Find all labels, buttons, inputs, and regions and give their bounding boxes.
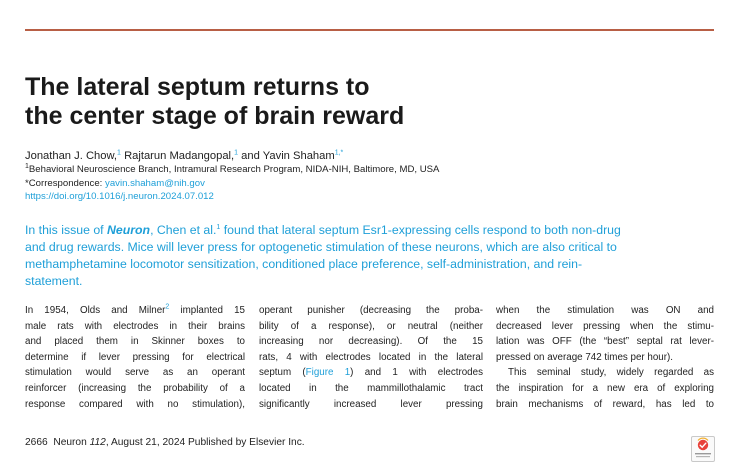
- col3-line-7: brain mechanisms of reward, has led to: [496, 398, 714, 410]
- affiliation: [25, 164, 439, 176]
- col3-line-2: decreased lever pressing when the stimu-: [496, 320, 714, 332]
- col1-line-6: reinforcer (increasing the probability of a: [25, 382, 245, 394]
- check-for-updates-badge[interactable]: [691, 436, 715, 462]
- col2-line-4: rats, 4 with electrodes located in the lateral: [259, 351, 483, 363]
- col3-line-5: This seminal study, widely regarded as: [508, 367, 714, 379]
- col1-line-1-b: implanted 15: [169, 305, 245, 316]
- col3-line-1: when the stimulation was ON and: [496, 305, 714, 316]
- correspondence-email-link[interactable]: yavin.shaham@nih.gov: [105, 178, 205, 189]
- col2-line-6: located in the mammillothalamic tract: [259, 382, 483, 394]
- page-footer: [25, 436, 305, 449]
- author-1: Jonathan J. Chow,: [25, 150, 118, 162]
- page-number: 2666: [25, 437, 48, 448]
- check-for-updates-icon: [692, 437, 714, 461]
- col1-line-1-a: In 1954, Olds and Milner: [25, 305, 166, 316]
- col1-line-2: male rats with electrodes in their brains: [25, 320, 245, 332]
- col1-line-1: [25, 303, 245, 319]
- col2-line-2: bility of a response), or neutral (neither: [259, 320, 483, 332]
- header-rule: [25, 29, 714, 31]
- title-line-1: The lateral septum returns to: [25, 73, 370, 101]
- abstract-line-1: found that lateral septum Esr1-expressing cells respond to both non-drug: [220, 223, 621, 237]
- author-3: and Yavin Shaham: [241, 150, 335, 162]
- author-3-affiliation: 1,*: [334, 149, 344, 157]
- body-column-2: [259, 303, 483, 412]
- col3-line-6: the inspiration for a new era of exploring: [496, 382, 714, 394]
- abstract-mid: , Chen et al.: [150, 223, 217, 237]
- ref-2[interactable]: 2: [165, 303, 170, 311]
- col1-line-5: stimulation would serve as an operant: [25, 367, 245, 379]
- abstract: [25, 222, 715, 290]
- author-list: [25, 149, 343, 163]
- col2-line-5-a: septum (: [259, 367, 306, 379]
- abstract-ref: 1: [216, 223, 221, 231]
- col1-line-4: determine if lever pressing for electrical: [25, 351, 245, 363]
- col2-line-7: significantly increased lever pressing: [259, 398, 483, 410]
- abstract-line-3: methamphetamine locomotor sensitization, conditioned place preference, self-administration, and rein-: [25, 257, 583, 271]
- footer-rest: , August 21, 2024 Published by Elsevier Inc.: [105, 437, 305, 448]
- abstract-line-4: statement.: [25, 274, 83, 288]
- figure-1-link[interactable]: Figure 1: [305, 367, 351, 379]
- body-column-3: [496, 303, 714, 412]
- col2-line-3: increasing nor decreasing). Of the 15: [259, 336, 483, 348]
- col3-line-3: lation was OFF (the “best” septal rat lever-: [496, 336, 714, 348]
- article-title: [25, 73, 625, 131]
- author-2-affiliation: 1: [234, 149, 239, 157]
- col2-line-5-b: ) and 1 with electrodes: [350, 367, 483, 379]
- col2-line-5: [259, 365, 483, 381]
- author-1-affiliation: 1: [117, 149, 121, 157]
- correspondence: [25, 178, 205, 190]
- abstract-pre: In this issue of: [25, 223, 108, 237]
- col1-line-3: and placed them in Skinner boxes to: [25, 336, 245, 348]
- footer-volume: 112: [89, 437, 106, 448]
- author-2: Rajtarun Madangopal,: [124, 150, 235, 162]
- body-column-1: [25, 303, 245, 412]
- abstract-text: [25, 222, 715, 290]
- affiliation-number: 1: [25, 162, 29, 170]
- doi-link[interactable]: https://doi.org/10.1016/j.neuron.2024.07.012: [25, 191, 214, 202]
- affiliation-text: Behavioral Neuroscience Branch, Intramural Research Program, NIDA-NIH, Baltimore, MD, USA: [28, 164, 440, 175]
- abstract-line-2: and drug rewards. Mice will lever press for optogenetic stimulation of these neurons, which are also critical to: [25, 240, 617, 254]
- col3-line-4: pressed on average 742 times per hour).: [496, 351, 673, 363]
- doi: [25, 191, 214, 203]
- correspondence-label: *Correspondence:: [25, 178, 103, 189]
- footer-journal: Neuron: [53, 437, 87, 448]
- abstract-journal: Neuron: [107, 223, 151, 237]
- col2-line-1: operant punisher (decreasing the proba-: [259, 305, 483, 316]
- col1-line-7: response compared with no stimulation),: [25, 398, 245, 410]
- title-line-2: the center stage of brain reward: [25, 102, 405, 130]
